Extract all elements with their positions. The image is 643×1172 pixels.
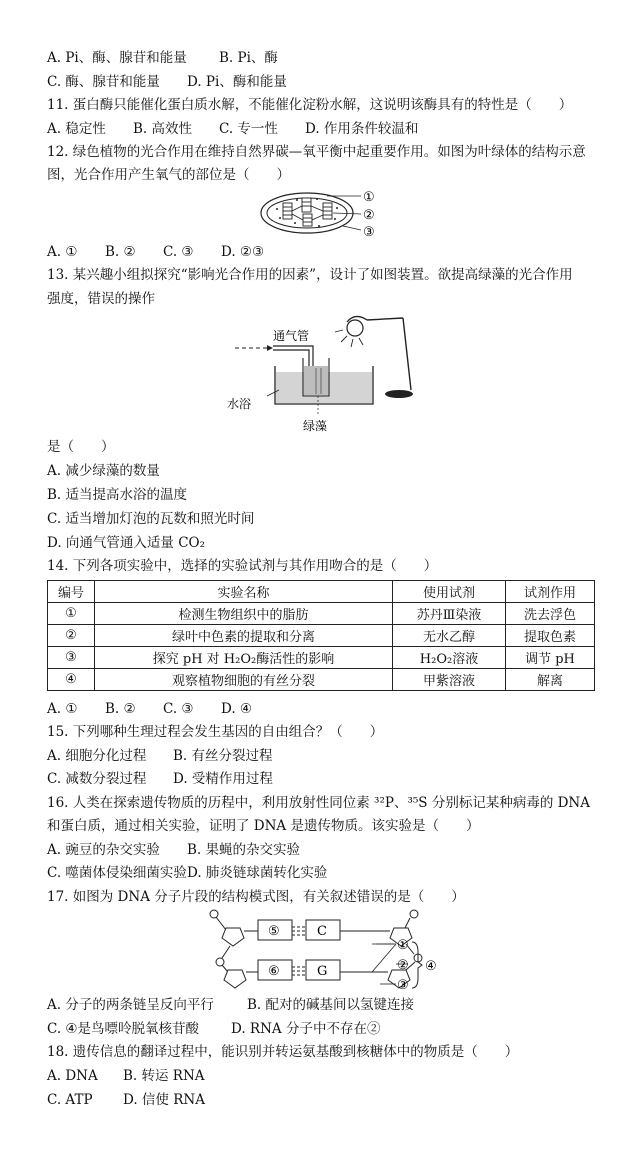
q14-option-c: C. ③ — [163, 701, 194, 717]
q17-option-c: C. ④是鸟嘌呤脱氧核苷酸 — [47, 1021, 200, 1037]
q14-option-a: A. ① — [47, 701, 78, 717]
table-header-cell: 编号 — [48, 581, 95, 603]
q18-options-row1 — [47, 1067, 205, 1085]
q15-option-b: B. 有丝分裂过程 — [173, 748, 273, 764]
table-row — [48, 625, 595, 647]
q15-options-row2 — [47, 770, 273, 788]
q17-option-b: B. 配对的碱基间以氢键连接 — [247, 997, 415, 1013]
dna-label-2: ② — [397, 958, 409, 973]
q13-option-c: C. 适当增加灯泡的瓦数和照光时间 — [47, 511, 255, 527]
q13-stem-line3: 是（ ） — [47, 439, 115, 455]
table-cell: 观察植物细胞的有丝分裂 — [95, 669, 393, 691]
table-cell: ④ — [48, 669, 95, 691]
q11-stem: 11. 蛋白酶只能催化蛋白质水解，不能催化淀粉水解，这说明该酶具有的特性是（ ） — [47, 97, 573, 113]
table-cell: 探究 pH 对 H₂O₂酶活性的影响 — [95, 647, 393, 669]
tube-label: 通气管 — [273, 329, 310, 343]
dna-box-6: ⑥ — [268, 964, 280, 979]
q13-option-a: A. 减少绿藻的数量 — [47, 463, 160, 479]
table-row — [48, 603, 595, 625]
dna-label-1: ① — [397, 938, 409, 953]
q10-option-c: C. 酶、腺苷和能量 — [47, 74, 160, 90]
q12-option-d: D. ②③ — [221, 244, 265, 260]
dna-base-c: C — [317, 924, 327, 939]
table-cell: 无水乙醇 — [393, 625, 506, 647]
q14-stem: 14. 下列各项实验中，选择的实验试剂与其作用吻合的是（ ） — [47, 558, 438, 574]
table-header-cell: 使用试剂 — [393, 581, 506, 603]
chloroplast-label-3: ③ — [363, 225, 375, 240]
q16-option-b: B. 果蝇的杂交实验 — [187, 842, 301, 858]
table-header-row — [48, 581, 595, 603]
q10-option-d: D. Pi、酶和能量 — [187, 74, 287, 90]
dna-box-5: ⑤ — [268, 924, 280, 939]
q10-options-row1 — [47, 49, 278, 67]
q17-option-d: D. RNA 分子中不存在② — [231, 1021, 381, 1037]
q13-option-b: B. 适当提高水浴的温度 — [47, 487, 188, 503]
q11-options — [47, 120, 418, 138]
q14-option-d: D. ④ — [221, 701, 253, 717]
q13-stem-line2: 强度，错误的操作 — [47, 291, 155, 307]
q16-option-a: A. 豌豆的杂交实验 — [47, 842, 160, 858]
q12-stem-line1: 12. 绿色植物的光合作用在维持自然界碳—氧平衡中起重要作用。如图为叶绿体的结构示意 — [47, 144, 586, 160]
algae-label: 绿藻 — [303, 419, 328, 433]
dna-base-g: G — [317, 964, 328, 979]
q15-options-row1 — [47, 747, 273, 765]
chloroplast-label-1: ① — [363, 190, 375, 205]
table-header-cell: 实验名称 — [95, 581, 393, 603]
table-cell: 绿叶中色素的提取和分离 — [95, 625, 393, 647]
table-cell: 洗去浮色 — [506, 603, 595, 625]
q10-options-row2 — [47, 73, 287, 91]
table-cell: 解离 — [506, 669, 595, 691]
q16-options-row1 — [47, 841, 300, 859]
q17-options-row1 — [47, 996, 414, 1014]
table-cell: H₂O₂溶液 — [393, 647, 506, 669]
experiment-table — [47, 580, 595, 691]
table-cell: ① — [48, 603, 95, 625]
q18-option-a: A. DNA — [47, 1068, 98, 1084]
q18-option-d: D. 信使 RNA — [123, 1092, 205, 1108]
q12-option-b: B. ② — [105, 244, 136, 260]
q17-option-a: A. 分子的两条链呈反向平行 — [47, 997, 214, 1013]
q14-options — [47, 700, 252, 718]
table-cell: 检测生物组织中的脂肪 — [95, 603, 393, 625]
q12-option-c: C. ③ — [163, 244, 194, 260]
chloroplast-diagram — [255, 186, 395, 242]
bath-label: 水浴 — [227, 397, 252, 411]
q16-option-d: D. 肺炎链球菌转化实验 — [187, 865, 328, 881]
q18-option-c: C. ATP — [47, 1092, 93, 1108]
q16-option-c: C. 噬菌体侵染细菌实验 — [47, 865, 187, 881]
dna-label-4: ④ — [425, 959, 437, 974]
dna-structure-diagram — [200, 906, 445, 992]
q15-option-c: C. 减数分裂过程 — [47, 771, 147, 787]
table-header-cell: 试剂作用 — [506, 581, 595, 603]
table-cell: 提取色素 — [506, 625, 595, 647]
q12-stem-line2: 图，光合作用产生氧气的部位是（ ） — [47, 167, 290, 183]
table-cell: 调节 pH — [506, 647, 595, 669]
q11-option-a: A. 稳定性 — [47, 121, 106, 137]
q14-option-b: B. ② — [105, 701, 136, 717]
table-cell: ③ — [48, 647, 95, 669]
q13-option-d: D. 向通气管通入适量 CO₂ — [47, 535, 206, 551]
dna-label-3: ③ — [397, 978, 409, 992]
q16-stem-line2: 和蛋白质，通过相关实验，证明了 DNA 是遗传物质。该实验是（ ） — [47, 818, 480, 834]
q15-option-d: D. 受精作用过程 — [173, 771, 273, 787]
chloroplast-label-2: ② — [363, 208, 375, 223]
q17-stem: 17. 如图为 DNA 分子片段的结构模式图，有关叙述错误的是（ ） — [47, 889, 465, 905]
q16-options-row2 — [47, 864, 327, 882]
q18-stem: 18. 遗传信息的翻译过程中，能识别并转运氨基酸到核糖体中的物质是（ ） — [47, 1044, 519, 1060]
q18-options-row2 — [47, 1091, 205, 1109]
q18-option-b: B. 转运 RNA — [123, 1068, 205, 1084]
q11-option-d: D. 作用条件较温和 — [305, 121, 419, 137]
q11-option-b: B. 高效性 — [133, 121, 193, 137]
table-row — [48, 647, 595, 669]
table-cell: ② — [48, 625, 95, 647]
table-cell: 苏丹Ⅲ染液 — [393, 603, 506, 625]
q11-option-c: C. 专一性 — [219, 121, 278, 137]
q10-option-b: B. Pi、酶 — [219, 50, 278, 66]
q13-stem-line1: 13. 某兴趣小组拟探究“影响光合作用的因素”，设计了如图装置。欲提高绿藻的光合作用 — [47, 267, 573, 283]
table-cell: 甲紫溶液 — [393, 669, 506, 691]
photosynthesis-apparatus-diagram — [225, 308, 425, 436]
q15-option-a: A. 细胞分化过程 — [47, 748, 147, 764]
q12-option-a: A. ① — [47, 244, 78, 260]
q12-options — [47, 243, 264, 261]
q17-options-row2 — [47, 1020, 380, 1038]
q16-stem-line1: 16. 人类在探索遗传物质的历程中，利用放射性同位素 ³²P、³⁵S 分别标记某种病毒的 DNA — [47, 795, 590, 811]
q10-option-a: A. Pi、酶、腺苷和能量 — [47, 50, 187, 66]
q15-stem: 15. 下列哪种生理过程会发生基因的自由组合？（ ） — [47, 724, 384, 740]
table-row — [48, 669, 595, 691]
